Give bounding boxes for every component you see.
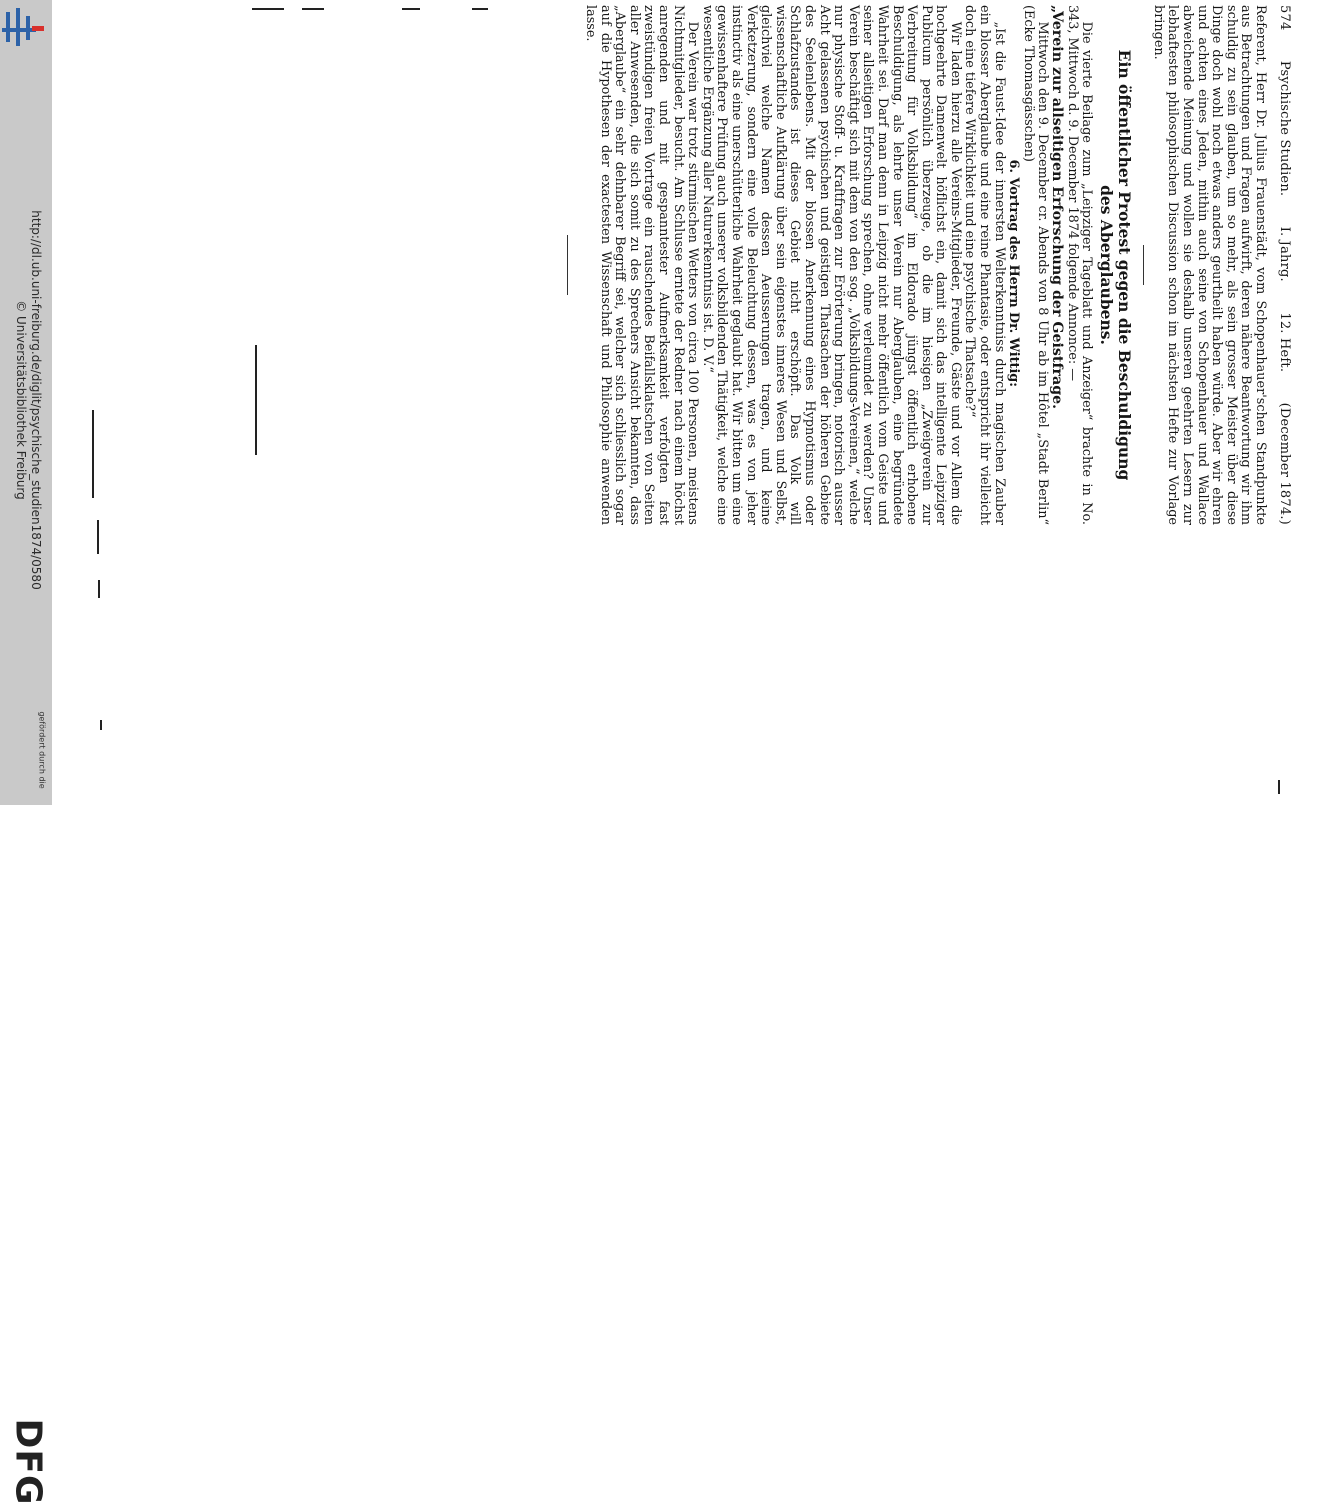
ub-freiburg-logo-icon[interactable] — [2, 6, 46, 50]
lecture-question: „Ist die Faust-Idee der innersten Welterkenntniss durch magischen Zauber ein blosser Aberglaube und eine reine Phantasie, oder entspricht ihr vielleicht doch eine tiefere Wirklichkeit und eine psychische Thatsache?“ — [962, 5, 1007, 525]
dfg-logo-text: DFG — [7, 1418, 49, 1506]
volume: I. Jahrg. — [1277, 226, 1292, 282]
running-head — [1267, 5, 1292, 525]
paragraph-invitation: Wir laden hierzu alle Vereins-Mitglieder, Freunde, Gäste und vor Allem die hochgeehrte Damenwelt höflichst ein, damit sich das intelligente Leipziger Publicum persönlich überzeuge, ob die im hiesigen „Zweigverein zur Verbreitung für Volksbildung“ im Eldorado jüngst öffentlich erhobene Beschuldigung, als lehrte unser Verein nur Aberglauben, eine begründete Wahrheit sei. Darf man denn in Leipzig nicht mehr öffentlich vom Geiste und seiner allseitigen Erforschung sprechen, ohne verleumdet zu werden? Unser Verein beschäftigt sich mit dem von den sog. „Volksbildungs-Vereinen,“ welche nur physische Stoff- u. Kraftfragen zur Erörterung bringen, notorisch ausser Acht gelassenen psychischen und geistigen Thatsachen der höheren Gebiete des Seelenlebens. Mit der blossen Anerkennung eines Hypnotismus oder Schlafzustandes ist dieses Gebiet nicht erschöpft. Das Volk will wissenschaftliche Aufklärung über sein eigenstes inneres Wesen und Selbst, gleichviel welche Namen dessen Aeusserungen tragen, und keine Verketzerung, sondern eine volle Beleuchtung dessen, was es von jeher instinctiv als eine unerschütterliche Wahrheit geglaubt hat. Wir bitten um eine gewissenhaftere Prüfung auch unserer volksbildenden Thätigkeit, welche eine wesentliche Ergänzung aller Naturerkenntniss ist. D. V.“ — [699, 5, 963, 525]
meeting-line: Mittwoch den 9. December cr. Abends von 8 Uhr ab im Hôtel „Stadt Berlin“ (Ecke Thomasgässchen) — [1020, 5, 1051, 525]
lecture-heading: 6. Vortrag des Herrn Dr. Wittig: — [1006, 159, 1022, 387]
intro-paragraph: Referent, Herr Dr. Julius Frauenstädt, vom Schopenhauer'schen Standpunkte aus Betrachtungen und Fragen aufwirft, deren nähere Beantwortung wir ihm schuldig zu sein glauben, um so mehr, als sein grosser Meister über diese Dinge doch wohl noch etwas anders geurtheilt haben würde. Aber wir ehren und achten eines Jeden, mithin auch seine von Schopenhauer und Wallace abweichende Meinung und wollen sie deshalb unseren geehrten Lesern zur lebhaftesten philosophischen Discussion schon im nächsten Hefte zur Vorlage bringen. — [1150, 5, 1268, 525]
copyright-holder: © Universitätsbibliothek Freiburg — [14, 300, 28, 500]
dfg-funding-label: gefördert durch die — [37, 711, 47, 789]
section-divider — [1143, 245, 1144, 285]
viewer-sidebar — [0, 0, 52, 1506]
society-name: „Verein zur allseitigen Erforschung der Geistfrage. — [1049, 5, 1066, 410]
paragraph-report: Der Verein war trotz stürmischen Wetters von circa 100 Personen, meistens Nichtmitglieder, besucht. Am Schlusse erntete der Redner nach einem höchst anregenden und mit gespanntester Aufmerksamkeit verfolgten fast zweistündigen freien Vortrage ein rauschendes Beifallsklatschen von Seiten aller Anwesenden, die sich somit zu des Sprechers Ansicht bekannten, dass „Aberglaube“ ein sehr dehnbarer Begriff sei, welcher sich schliesslich sogar auf die Hypothesen der exactesten Wissenschaft und Philosophie anwenden lasse. — [583, 5, 701, 525]
article-title: Ein öffentlicher Protest gegen die Beschuldigung des Aberglaubens. — [1097, 49, 1135, 481]
page-text — [282, 5, 1292, 525]
journal-title: Psychische Studien. — [1277, 60, 1292, 197]
end-divider — [567, 235, 568, 295]
scanned-page — [52, 0, 1333, 805]
article-body — [567, 5, 1267, 525]
page-number: 574 — [1277, 5, 1292, 31]
issue: 12. Heft. — [1277, 312, 1292, 373]
issue-date: (December 1874.) — [1277, 402, 1292, 525]
source-url[interactable]: http://dl.ub.uni-freiburg.de/diglit/psychische_studien1874/0580 — [29, 210, 43, 590]
rights-notice — [8, 176, 48, 624]
paragraph-announcement: Die vierte Beilage zum „Leipziger Tageblatt und Anzeiger“ brachte in No. 343, Mittwoch d. 9. December 1874 folgende Annonce: — — [1064, 5, 1095, 525]
